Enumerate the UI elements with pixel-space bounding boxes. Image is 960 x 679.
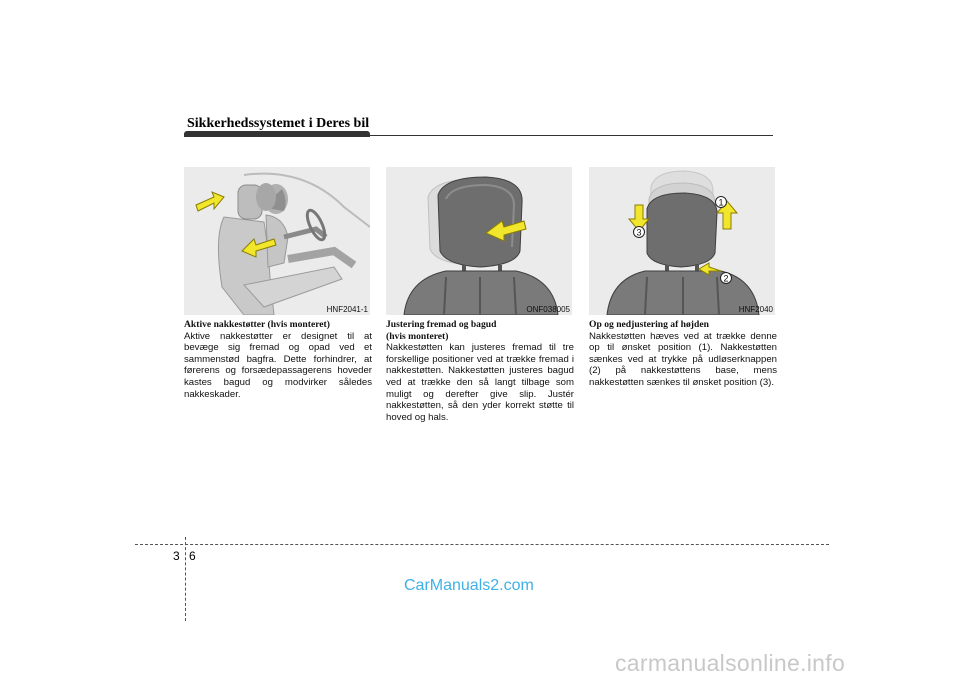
section-title: Justering fremad og bagud (hvis monteret) (386, 319, 497, 342)
section-body: Nakkestøtten hæves ved at trække denne op til ønsket position (1). Nakkestøtten sænkes ved at trykke på udløserknappen (2) på nakkestøttens base, mens nakkestøtten sænkes til ønsket position (3). (589, 330, 777, 388)
footer-divider (185, 537, 186, 621)
section-title: Aktive nakkestøtter (hvis monteret) (184, 319, 330, 330)
section-body: Nakkestøtten kan justeres fremad til tre forskellige positioner ved at trække fremad i nakkestøtten. Nakkestøtten justeres bagud ved at trække den så langt tilbage som muligt og derefter give slip. Justér nakkestøtten, så den yder korrekt støtte til hoved og hals. (386, 342, 574, 423)
header-tab (184, 131, 370, 137)
header-rule (370, 135, 773, 136)
svg-text:1: 1 (718, 197, 724, 208)
driver-seat-headrest-illustration (184, 167, 370, 315)
section-title: Op og nedjustering af højden (589, 319, 709, 330)
figure-code: ONF038005 (526, 305, 570, 314)
section-body: Aktive nakkestøtter er designet til at bevæge sig fremad og opad ved et sammenstød bagfra. Dette forhindrer, at førerens og forsædepassagerens hoveder kastes bagud og modvirker således nakkeskader. (184, 330, 372, 400)
watermark-carmanuals2: CarManuals2.com (404, 577, 534, 594)
page-number: 6 (189, 549, 196, 563)
svg-text:2: 2 (723, 273, 729, 284)
callout-3 (634, 227, 645, 238)
section-fore-aft (386, 319, 574, 423)
headrest-fore-aft-illustration (386, 167, 572, 315)
callout-2 (721, 273, 732, 284)
chapter-number: 3 (173, 549, 180, 563)
header-title: Sikkerhedssystemet i Deres bil (187, 116, 370, 131)
section-active-headrest (184, 319, 372, 400)
section-height (589, 319, 777, 389)
callout-1 (716, 197, 727, 208)
figure-code: HNF2040 (738, 305, 773, 314)
headrest-height-illustration (589, 167, 775, 315)
figure-code: HNF2041-1 (326, 305, 368, 314)
svg-text:3: 3 (636, 227, 642, 238)
footer-rule (135, 544, 829, 545)
figure-fore-aft-adjust (386, 167, 572, 315)
figure-height-adjust (589, 167, 775, 315)
figure-active-headrest (184, 167, 370, 315)
watermark-carmanualsonline: carmanualsonline.info (615, 650, 846, 676)
